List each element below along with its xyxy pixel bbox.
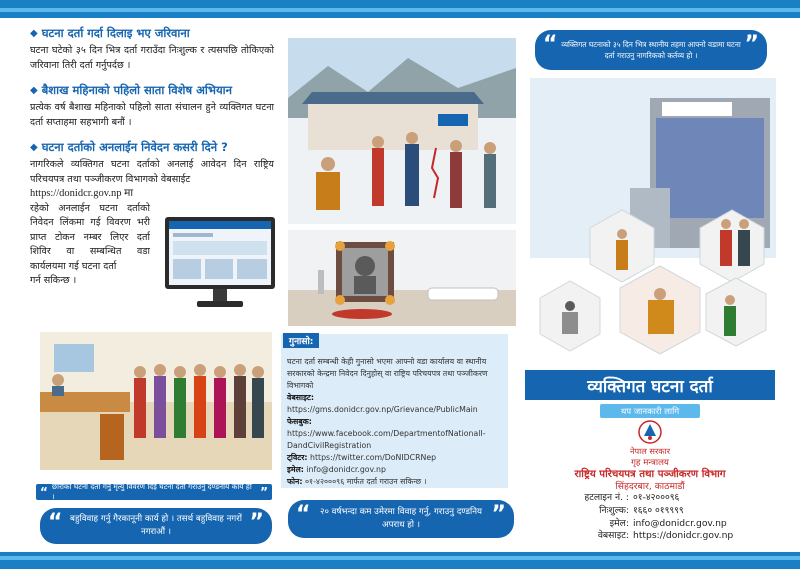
quote-open-icon: “	[296, 502, 311, 527]
section-campaign-heading: ◆ बैशाख महिनाको पहिलो साता विशेष अभियान	[30, 83, 233, 97]
quote-bar-daughter: “ छोरीको घटना दर्ता गर्नु मृत्यु विवरण दिई घटना दर्ता गराउनु दण्डनीय कार्य हो । ”	[36, 484, 272, 500]
section-online-body	[30, 158, 274, 289]
contact-hotline: हटलाइन नं. : ०१-४२०००९६	[584, 492, 680, 503]
office-queue-icon	[40, 332, 272, 470]
registration-office-illustration	[40, 332, 272, 470]
bottom-border-stripe	[0, 556, 800, 560]
more-info-label: थप जानकारी लागि	[600, 404, 700, 418]
section-campaign	[30, 83, 274, 130]
org-government: नेपाल सरकार	[629, 446, 671, 456]
top-border-bar	[0, 0, 800, 18]
section-fine-heading: ◆ घटना दर्ता गर्दा दिलाइ भए जरिवाना	[30, 26, 190, 40]
panel-left	[30, 26, 274, 299]
building-people-icon	[530, 78, 776, 366]
contact-email: इमेल: info@donidcr.gov.np	[609, 517, 727, 529]
death-memorial-illustration	[288, 230, 516, 326]
website-link[interactable]: https://donidcr.gov.np	[633, 530, 734, 542]
grievance-twitter-link[interactable]: https://twitter.com/DoNIDCRNep	[310, 453, 437, 462]
grievance-facebook-link[interactable]: https://www.facebook.com/DepartmentofNationalI-DandCivilRegistration	[287, 429, 486, 450]
bottom-border-bar	[0, 552, 800, 569]
quote-close-icon: ”	[249, 510, 264, 535]
memorial-photo-icon	[288, 230, 516, 326]
org-address: सिंहदरबार, काठमाडौं	[615, 481, 685, 492]
section-fine	[30, 26, 274, 73]
village-scene-illustration	[288, 38, 516, 224]
section-online-text-narrow: रहेको अनलाईन घटना दर्ताको निवेदन लिंकमा गई विवरण भरी प्राप्त टोकन नम्बर लिएर दर्ता शिविर वा सम्बन्धित वडा कार्यलयमा गई घटना दर्ता	[30, 202, 150, 272]
section-campaign-text: प्रत्येक वर्ष बैशाख महिनाको पहिलो साता संचालन हुने व्यक्तिगत घटना दर्ता सप्ताहमा सहभागी बनौं ।	[30, 102, 274, 128]
quote-close-icon: ”	[260, 485, 268, 499]
grievance-label: गुनासो:	[283, 333, 319, 348]
village-office-icon	[288, 38, 516, 224]
section-online-text: नागरिकले व्यक्तिगत घटना दर्ताको अनलाई आवेदन दिन राष्ट्रिय परिचयपत्र तथा पञ्जीकरण विभागको वेबसाईट	[30, 159, 274, 185]
grievance-website: वेबसाइट: https://gms.donidcr.gov.np/Grievance/PublicMain	[287, 393, 478, 414]
top-border-stripe	[0, 8, 800, 12]
section-online	[30, 140, 274, 289]
grievance-facebook: फेसबुक: https://www.facebook.com/DepartmentofNationalI-DandCivilRegistration	[287, 417, 486, 450]
quote-open-icon: “	[40, 485, 48, 499]
org-ministry: गृह मन्त्रालय	[631, 458, 669, 468]
grievance-twitter: ट्विटर: https://twitter.com/DoNIDCRNep	[287, 453, 437, 462]
org-department: राष्ट्रिय परिचयपत्र तथा पञ्जीकरण विभाग	[574, 469, 726, 480]
main-title-banner: व्यक्तिगत घटना दर्ता	[525, 370, 775, 400]
grievance-phone: फोन: ०१-४२०००९६ मार्फत दर्ता गराउन सकिन्छ ।	[287, 477, 427, 486]
contact-tollfree: निःशुल्क: १६६० ०१९९९९	[599, 504, 684, 516]
diamond-bullet-icon: ◆	[30, 142, 38, 153]
computer-monitor-icon	[163, 215, 277, 311]
diamond-bullet-icon: ◆	[30, 85, 38, 96]
grievance-box	[281, 334, 508, 488]
quote-open-icon: “	[48, 510, 63, 535]
grievance-email: इमेल: info@donidcr.gov.np	[287, 465, 386, 474]
quote-duty: “ व्यक्तिगत घटनाको ३५ दिन भित्र स्थानीय तहमा आफ्नो वडामा घटना दर्ता गराउनु नागरिकको कर्तव्य हो । ”	[535, 30, 767, 70]
hotline-number[interactable]: ०१-४२०००९६	[633, 492, 680, 503]
section-fine-text: घटना घटेको ३५ दिन भित्र दर्ता गराउँदा निःशुल्क र त्यसपछि तोकिएको जरिवाना तिरी दर्ता गर्नुपर्दछ ।	[30, 45, 274, 71]
department-contacts	[545, 492, 785, 543]
government-building-illustration	[530, 78, 776, 366]
tollfree-number[interactable]: १६६० ०१९९९९	[633, 504, 684, 516]
diamond-bullet-icon: ◆	[30, 28, 38, 39]
contact-website: वेबसाइट: https://donidcr.gov.np	[597, 530, 734, 542]
quote-child-marriage: “ २० वर्षभन्दा कम उमेरमा विवाह गर्नु, गराउनु दण्डनिय अपराध हो । ”	[288, 500, 514, 538]
grievance-website-link[interactable]: https://gms.donidcr.gov.np/Grievance/PublicMain	[287, 405, 478, 414]
quote-close-icon: ”	[491, 502, 506, 527]
quote-polygamy: “ बहुविवाह गर्नु गैरकानूनी कार्य हो । तसर्थ बहुविवाह नगरों नगराऔं । ”	[40, 508, 272, 544]
quote-close-icon: ”	[744, 32, 759, 57]
grievance-email-link[interactable]: info@donidcr.gov.np	[306, 465, 386, 474]
section-online-heading: ◆ घटना दर्ताको अनलाईन निवेदन कसरी दिने ?	[30, 140, 228, 154]
quote-open-icon: “	[543, 32, 558, 57]
nepal-emblem-icon	[638, 420, 662, 444]
section-online-url: https://donidcr.gov.np मा	[30, 188, 134, 199]
email-link[interactable]: info@donidcr.gov.np	[633, 517, 727, 529]
grievance-intro: घटना दर्ता सम्बन्धी केही गुनासो भएमा आफ्नो वडा कार्यालय वा स्थानीय सरकारको केन्द्रमा निवेदन दिनुहोस् वा राष्ट्रिय परिचयपत्र तथा पञ्जीकरण विभागको	[287, 357, 488, 390]
section-online-text-end: गर्न सकिन्छ ।	[30, 275, 77, 286]
